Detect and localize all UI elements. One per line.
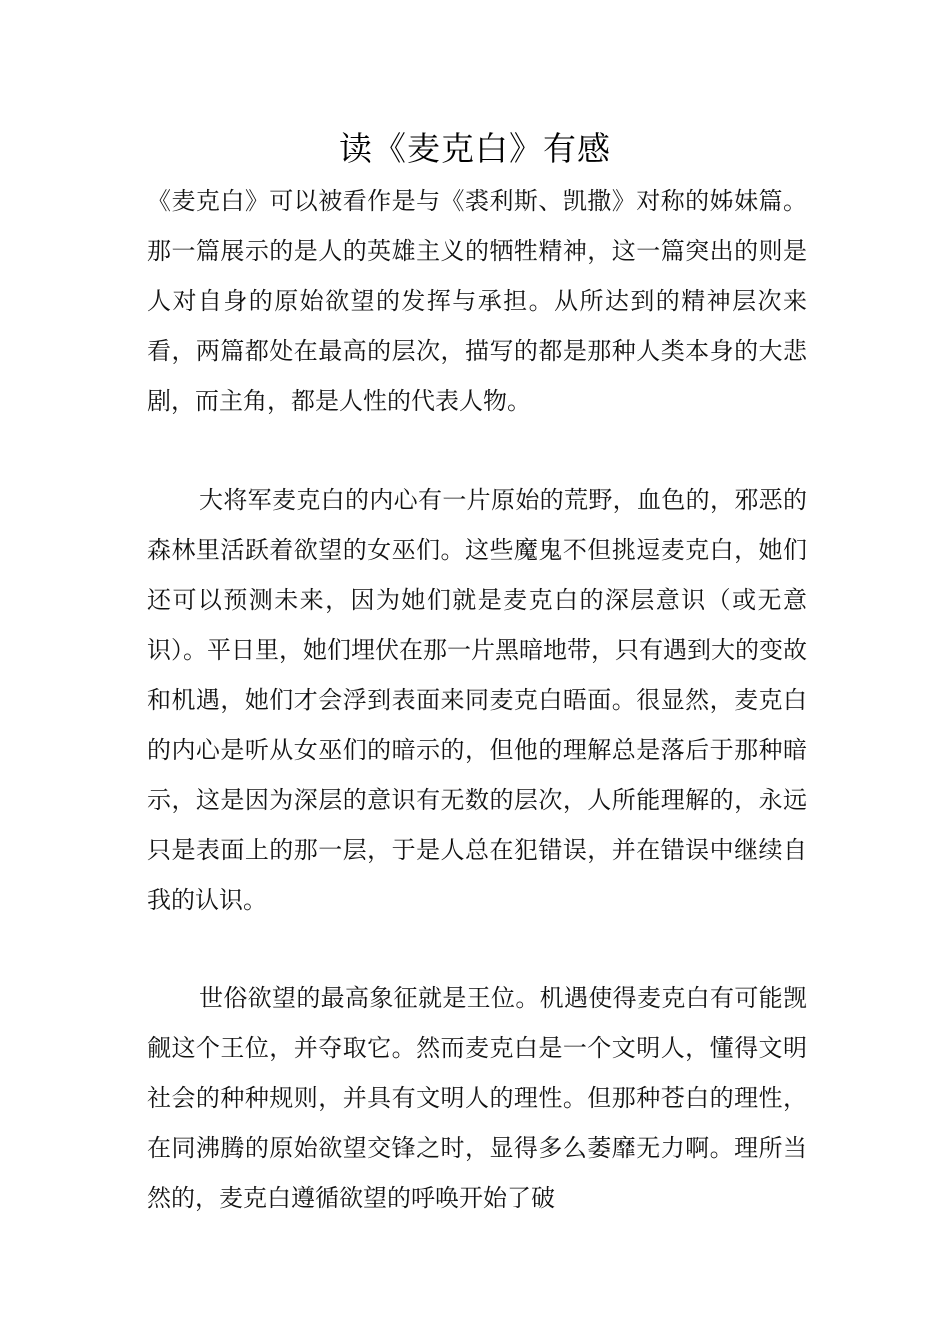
document-title: 读《麦克白》有感	[339, 129, 611, 168]
paragraph-2: 大将军麦克白的内心有一片原始的荒野，血色的，邪恶的森林里活跃着欲望的女巫们。这些魔鬼不但挑逗麦克白，她们还可以预测未来，因为她们就是麦克白的深层意识（或无意识）。平日里，她们埋伏在那一片黑暗地带，只有遇到大的变故和机遇，她们才会浮到表面来同麦克白晤面。很显然，麦克白的内心是听从女巫们的暗示的，但他的理解总是落后于那种暗示，这是因为深层的意识有无数的层次，人所能理解的，永远只是表面上的那一层，于是人总在犯错误，并在错误中继续自我的认识。	[147, 486, 807, 914]
paragraph-3: 世俗欲望的最高象征就是王位。机遇使得麦克白有可能觊觎这个王位，并夺取它。然而麦克白是一个文明人，懂得文明社会的种种规则，并具有文明人的理性。但那种苍白的理性，在同沸腾的原始欲望交锋之时，显得多么萎靡无力啊。理所当然的，麦克白遵循欲望的呼唤开始了破	[147, 984, 807, 1212]
paragraph-1: 《麦克白》可以被看作是与《裘利斯、凯撒》对称的姊妹篇。那一篇展示的是人的英雄主义的牺牲精神，这一篇突出的则是人对自身的原始欲望的发挥与承担。从所达到的精神层次来看，两篇都处在最高的层次，描写的都是那种人类本身的大悲剧，而主角，都是人性的代表人物。	[147, 187, 807, 415]
